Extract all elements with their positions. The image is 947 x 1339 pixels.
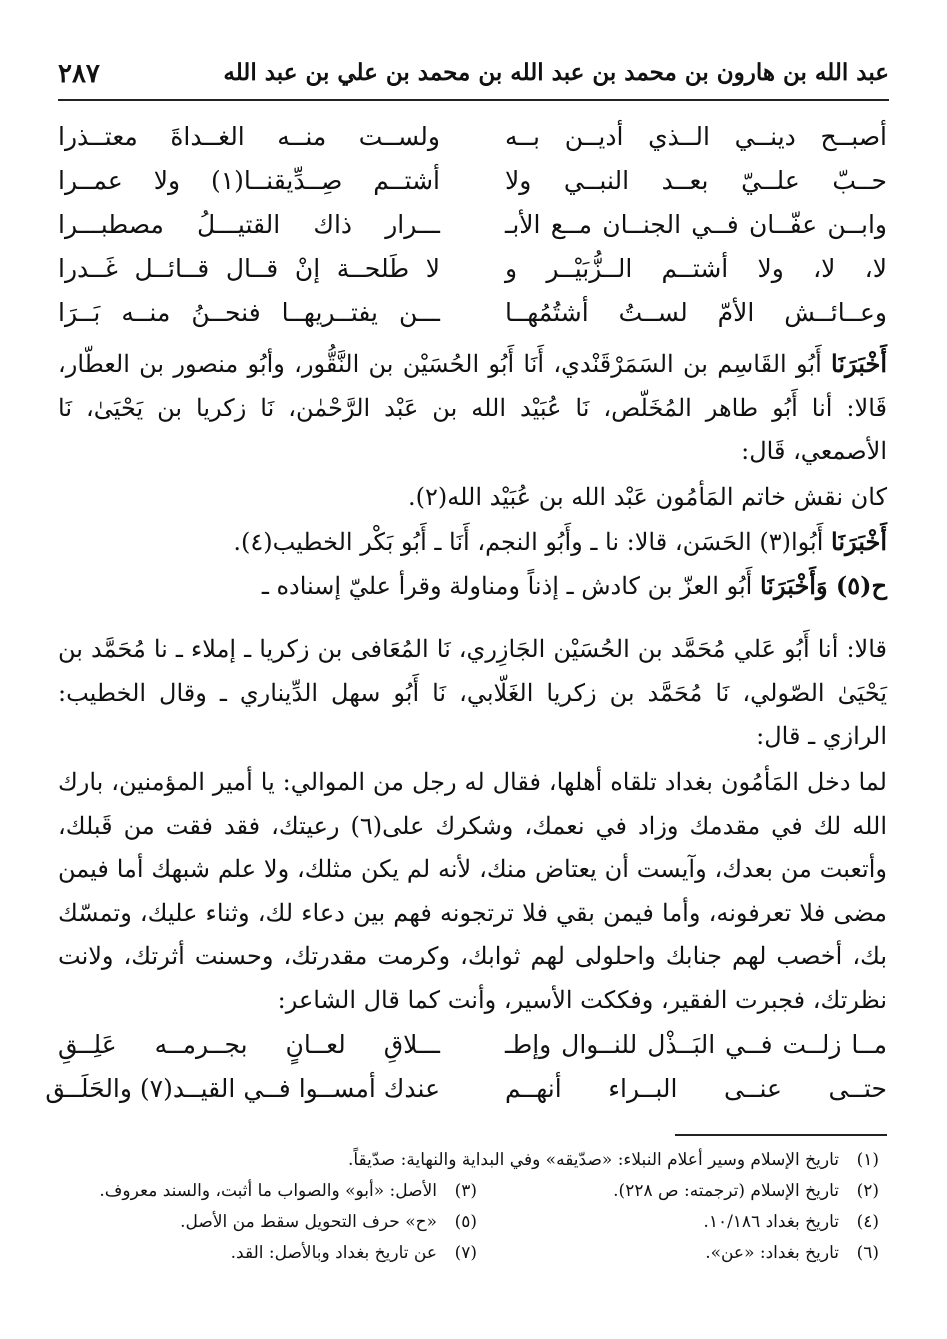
verse-line	[58, 210, 887, 254]
verse-first-hemistich: وعــائــش الأمّ لســتُ أشتُمُهــا	[505, 298, 887, 327]
akhbarana-keyword: أَخْبَرَنَا	[831, 349, 887, 378]
verse-line	[58, 298, 887, 342]
footnotes	[58, 1150, 887, 1274]
verse-line	[58, 1030, 887, 1074]
footnote-text: تاريخ الإسلام (ترجمته: ص ٢٢٨).	[613, 1181, 839, 1201]
verse-second-hemistich: ـــلاقِ لعــانٍ بجــرمــه عَلِــقِ	[58, 1030, 440, 1059]
footnote-row	[58, 1243, 887, 1274]
footnote-number: (١)	[856, 1150, 879, 1170]
paragraph-text: لما دخل المَأمُون بغداد تلقاه أهلها، فقال له رجل من الموالي: يا أمير المؤمنين، بارك الله لك في مقدمك وزاد في نعمك، وشكرك على(٦) رعيتك، فقد فقت من قَبلك، وأتعبت من بعدك، وآيست أن يعتاض منك، لأنه لم يكن مثلك، ولا علم شبهك أما فيمن مضى فلا تعرفونه، وأما فيمن بقي فلا ترتجونه فهم بين دعاء لك، وثناء عليك، وتمسّك بك، أخصب لهم جنابك واحلولى لهم ثوابك، وكرمت مقدرتك، وحسنت أثرتك، ولانت نظرتك، فجبرت الفقير، وفككت الأسير، وأنت كما قال الشاعر:	[58, 768, 887, 1014]
akhbarana-keyword: أَخْبَرَنَا	[831, 526, 887, 556]
paragraph-text: أَبُوا(٣) الحَسَن، قالا: نا ـ وأَبُو النجم، أَنَا ـ أَبُو بَكْر الخطيب(٤).	[233, 527, 832, 556]
verse-second-hemistich: أشتــم صِــدِّيقنــا(١) ولا عمــرا	[58, 166, 440, 195]
footnote	[705, 1243, 879, 1263]
footnote	[231, 1243, 477, 1263]
footnote-text: تاريخ الإسلام وسير أعلام النبلاء: «صدّيقه» وفي البداية والنهاية: صدّيقاً.	[347, 1150, 839, 1170]
footnote-number: (٤)	[856, 1212, 879, 1232]
paragraph-line: كان نقش خاتم المَأمُون عَبْد الله بن عُبَيْد الله(٢).	[407, 483, 887, 511]
verse-second-hemistich: ولســت منــه الغــداةَ معتــذرا	[58, 122, 440, 151]
footnote-text: تاريخ بغداد: «عن».	[705, 1243, 839, 1263]
footnote-text: تاريخ بغداد ١٠/١٨٦.	[703, 1212, 839, 1232]
footnote-number: (٦)	[856, 1243, 879, 1263]
narrative-paragraph	[58, 761, 887, 1022]
verse-second-hemistich: ـــرار ذاك القتيـــلُ مصطبـــرا	[58, 210, 440, 239]
footnote-text: الأصل: «أبو» والصواب ما أثبت، والسند معروف.	[99, 1181, 437, 1201]
paragraph-text: أَبُو القَاسِم بن السَمَرْقَنْدي، أَنَا أَبُو الحُسَيْن بن النَّقُّور، وأبُو منصور بن العطّار، قَالا: أنا أَبُو طاهر المُخَلّص، نَا عُبَيْد الله بن عَبْد الرَّحْمٰن، نَا زكريا بن يَحْيَىٰ، نَا الأصمعي، قَال:	[58, 350, 887, 465]
footnote-text: عن تاريخ بغداد وبالأصل: القد.	[230, 1243, 437, 1263]
paragraph-text: أَبُو العزّ بن كادش ـ إذناً ومناولة وقرأ عليّ إسناده ـ	[261, 572, 760, 600]
verse-first-hemistich: حتــى عنــى البــراء أنهــم	[505, 1074, 887, 1103]
verse-first-hemistich: وابــن عفّــان فــي الجنــان مــع الأبـ	[505, 210, 887, 239]
footnote	[180, 1212, 477, 1232]
verse-first-hemistich: مــا زلــت فــي البَــذْل للنــوال وإطـ	[505, 1030, 887, 1059]
akhbarana-keyword: ح(٥) وَأَخْبَرَنَا	[759, 571, 887, 600]
verse-first-hemistich: لا، لا، ولا أشتــم الــزُّبَيْــر و	[505, 254, 887, 283]
footnote-divider	[675, 1134, 887, 1136]
page-number: ٢٨٧	[58, 59, 100, 89]
poem-top	[58, 122, 887, 342]
verse-line	[58, 122, 887, 166]
footnote-number: (٥)	[454, 1212, 477, 1232]
paragraph-text: قالا: أنا أَبُو عَلي مُحَمَّد بن الحُسَيْن الجَازِري، نَا المُعَافى بن زكريا ـ إملاء ـ نا مُحَمَّد بن يَحْيَىٰ الصّولي، نَا مُحَمَّد بن زكريا الغَلّابي، نَا أَبُو سهل الدِّيناري ـ وقال الخطيب: الرازي ـ قال:	[58, 635, 888, 750]
verse-second-hemistich: عندك أمســوا فــي القيــد(٧) والحَلَــق	[45, 1074, 440, 1103]
footnote-number: (٢)	[856, 1181, 879, 1201]
footnote-row	[58, 1212, 887, 1243]
footnote	[613, 1181, 879, 1201]
verse-line	[58, 166, 887, 210]
isnad-paragraph-3	[58, 628, 887, 759]
isnad-paragraph-1	[58, 342, 887, 474]
footnote-number: (٧)	[454, 1243, 477, 1263]
footnote	[348, 1150, 879, 1170]
footnote-row	[58, 1150, 887, 1181]
running-title: عبد الله بن هارون بن محمد بن عبد الله بن محمد بن علي بن عبد الله	[223, 59, 889, 86]
poem-bottom	[45, 1030, 887, 1118]
verse-first-hemistich: أصبــح دينــي الــذي أديــن بــه	[505, 122, 887, 151]
verse-second-hemistich: لا طَلحــة إنْ قــال قــائــل غَــدرا	[58, 254, 440, 283]
page-header	[58, 55, 889, 101]
verse-second-hemistich: ـــن يفتــريهــا فنحــنُ منــه بَــرَا	[58, 298, 440, 327]
footnote-number: (٣)	[454, 1181, 477, 1201]
isnad-paragraph-2	[58, 476, 887, 609]
footnote-row	[58, 1181, 887, 1212]
footnote	[99, 1181, 477, 1201]
footnote-text: «ح» حرف التحويل سقط من الأصل.	[180, 1212, 437, 1232]
verse-line	[58, 254, 887, 298]
verse-first-hemistich: حــبّ علــيّ بعــد النبــي ولا	[505, 166, 887, 195]
verse-line	[45, 1074, 887, 1118]
footnote	[703, 1212, 879, 1232]
